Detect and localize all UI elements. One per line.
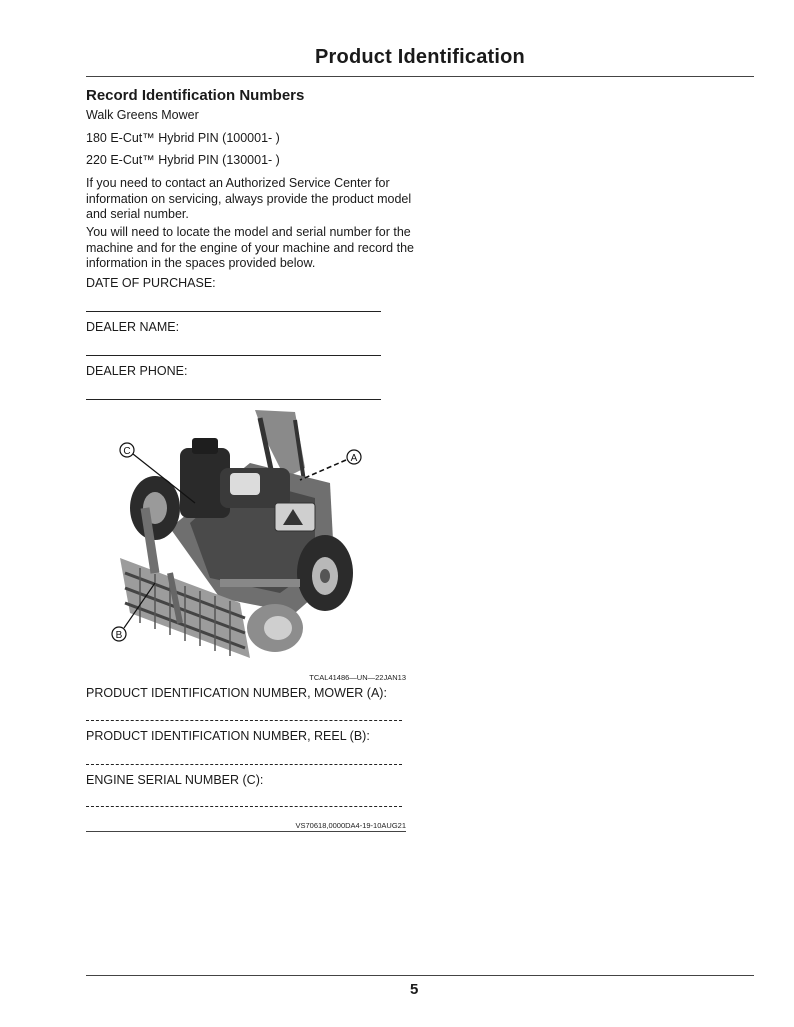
page-number: 5 [410, 981, 419, 998]
dealer-phone-line[interactable] [86, 399, 381, 400]
svg-text:C: C [123, 446, 131, 457]
section-end-rule [86, 831, 406, 832]
svg-text:B: B [115, 630, 123, 641]
model-220-pin: 220 E-Cut™ Hybrid PIN (130001- ) [86, 153, 280, 167]
dealer-name-line[interactable] [86, 355, 381, 356]
dealer-name-label: DEALER NAME: [86, 320, 180, 334]
figure-caption: TCAL41486—UN—22JAN13 [309, 673, 406, 682]
pin-reel-label: PRODUCT IDENTIFICATION NUMBER, REEL (B): [86, 729, 370, 743]
callout-a [300, 450, 361, 480]
reference-code: VS70618,0000DA4-19-10AUG21 [295, 821, 406, 830]
pin-mower-label: PRODUCT IDENTIFICATION NUMBER, MOWER (A): [86, 686, 387, 700]
engine-serial-line[interactable] [86, 806, 402, 807]
model-180-pin: 180 E-Cut™ Hybrid PIN (100001- ) [86, 131, 280, 145]
contact-paragraph: If you need to contact an Authorized Service Center for information on servicing, always provide the product model and serial number. [86, 176, 412, 221]
footer-rule [86, 975, 754, 976]
date-of-purchase-label: DATE OF PURCHASE: [86, 276, 216, 290]
svg-text:A: A [350, 453, 358, 464]
section-heading: Record Identification Numbers [86, 87, 305, 104]
engine-serial-label: ENGINE SERIAL NUMBER (C): [86, 773, 264, 787]
model-name: Walk Greens Mower [86, 108, 199, 122]
pin-reel-line[interactable] [86, 764, 402, 765]
mower-illustration [100, 408, 410, 683]
locate-paragraph: You will need to locate the model and serial number for the machine and for the engine of your machine and record the information in the spaces provided below. [86, 225, 414, 270]
date-of-purchase-line[interactable] [86, 311, 381, 312]
title-rule [86, 76, 754, 77]
dealer-phone-label: DEALER PHONE: [86, 364, 188, 378]
pin-mower-line[interactable] [86, 720, 402, 721]
page-title: Product Identification [315, 46, 525, 68]
